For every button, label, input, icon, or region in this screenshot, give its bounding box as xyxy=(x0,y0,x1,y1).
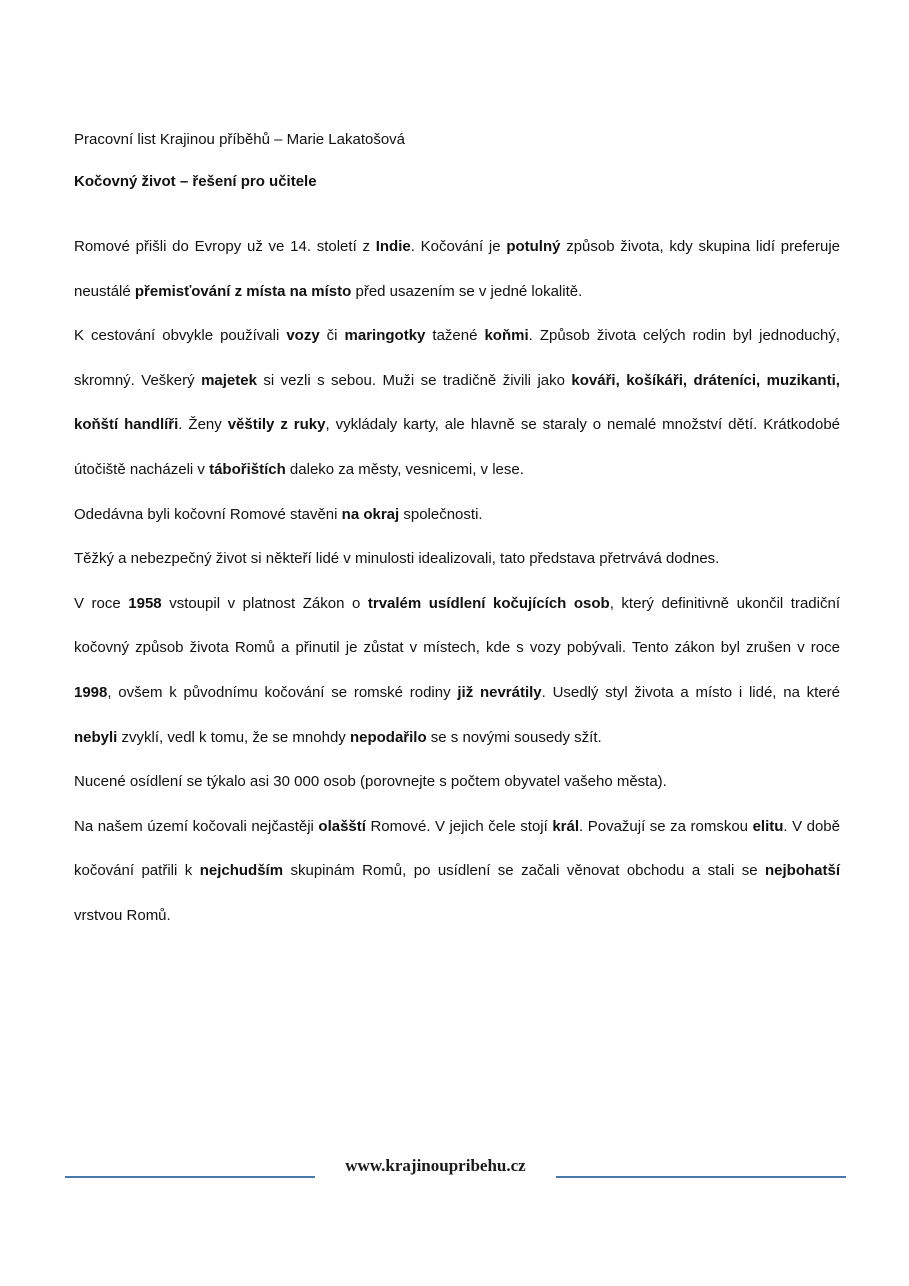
text-run: daleko za městy, vesnicemi, v lese. xyxy=(285,460,524,478)
text-run: zvyklí, vedl k tomu, že se mnohdy xyxy=(117,728,350,746)
bold-term: vozy xyxy=(286,327,320,345)
text-run: , ovšem k původnímu kočování se romské rodiny xyxy=(107,683,458,701)
text-run: společnosti. xyxy=(399,505,483,523)
bold-term: trvalém usídlení kočujících osob xyxy=(367,594,610,612)
text-run: . Způsob života celých rodin byl jednoduchý, skromný. Veškerý xyxy=(74,327,841,389)
bold-term: elitu xyxy=(752,817,784,835)
text-run: Odedávna byli kočovní Romové stavěni xyxy=(74,505,342,523)
worksheet-title: Kočovný život – řešení pro učitele xyxy=(74,173,317,190)
text-run: vstoupil v platnost Zákon o xyxy=(161,594,368,612)
bold-term: majetek xyxy=(201,371,257,389)
footer-website-link[interactable]: www.krajinoupribehu.cz xyxy=(345,1156,526,1175)
text-run: . Ženy xyxy=(178,416,228,434)
bold-term: tábořištích xyxy=(209,460,286,478)
text-run: . V době kočování patřili k xyxy=(74,817,840,880)
paragraph xyxy=(74,760,840,805)
text-run: , který definitivně ukončil tradiční kočovný způsob života Romů a přinutil je zůstat v místech, kde s vozy pobývali. Tento zákon byl zrušen v roce xyxy=(74,594,840,657)
paragraph xyxy=(74,805,840,939)
footer-rule-left xyxy=(65,1176,315,1178)
bold-term: 1998 xyxy=(74,683,108,701)
text-run: Romové. V jejich čele stojí xyxy=(365,817,553,835)
bold-term: přemisťování z místa na místo xyxy=(134,282,352,300)
paragraph xyxy=(74,493,840,538)
text-run: způsob života, kdy skupina lidí preferuje neustálé xyxy=(74,238,841,300)
bold-term: nejbohatší xyxy=(764,862,840,880)
text-run: . Usedlý styl života a místo i lidé, na které xyxy=(541,683,841,701)
bold-term: nebyli xyxy=(74,728,118,746)
text-run: . Považují se za romskou xyxy=(579,817,753,835)
text-run: V roce xyxy=(74,594,129,612)
bold-term: nejchudším xyxy=(199,862,284,880)
bold-term: olašští xyxy=(318,817,366,835)
text-run: tažené xyxy=(425,327,485,345)
text-run: K cestování obvykle používali xyxy=(74,327,287,345)
worksheet-header: Pracovní list Krajinou příběhů – Marie Lakatošová xyxy=(74,131,406,148)
text-run: Nucené osídlení se týkalo asi 30 000 osob (porovnejte s počtem obyvatel vašeho města). xyxy=(74,773,667,791)
text-run: před usazením se v jedné lokalitě. xyxy=(351,282,583,300)
paragraph xyxy=(74,225,840,314)
bold-term: na okraj xyxy=(341,505,400,523)
bold-term: maringotky xyxy=(344,327,426,345)
text-run: Romové přišli do Evropy už ve 14. století z xyxy=(74,238,376,255)
bold-term: věštily z ruky xyxy=(227,416,326,434)
text-run: či xyxy=(319,327,345,345)
bold-term: Indie xyxy=(375,238,411,255)
bold-term: potulný xyxy=(506,238,561,255)
text-run: se s novými sousedy sžít. xyxy=(426,728,602,746)
bold-term: 1958 xyxy=(128,594,162,612)
text-run: Těžký a nebezpečný život si někteří lidé v minulosti idealizovali, tato představa přetrvává dodnes. xyxy=(74,550,720,568)
paragraph xyxy=(74,537,840,582)
text-run: si vezli s sebou. Muži se tradičně živili jako xyxy=(256,371,572,389)
footer-rule-right xyxy=(556,1176,846,1178)
bold-term: již nevrátily xyxy=(457,683,542,701)
bold-term: kováři, košíkáři, dráteníci, muzikanti, koňští handlíři xyxy=(74,371,840,434)
bold-term: král xyxy=(552,817,580,835)
paragraph xyxy=(74,582,840,760)
text-run: skupinám Romů, po usídlení se začali věnovat obchodu a stali se xyxy=(283,862,765,880)
text-run: . Kočování je xyxy=(410,238,507,255)
text-run: vrstvou Romů. xyxy=(74,906,171,924)
worksheet-content xyxy=(74,128,840,939)
text-run: Na našem území kočovali nejčastěji xyxy=(74,817,319,835)
worksheet-body xyxy=(74,225,840,939)
bold-term: koňmi xyxy=(484,327,529,345)
text-run: , vykládaly karty, ale hlavně se staraly o nemalé množství dětí. Krátkodobé útočiště nacházeli v xyxy=(74,416,840,478)
paragraph xyxy=(74,314,840,492)
page-footer xyxy=(65,1152,846,1186)
bold-term: nepodařilo xyxy=(349,728,427,746)
